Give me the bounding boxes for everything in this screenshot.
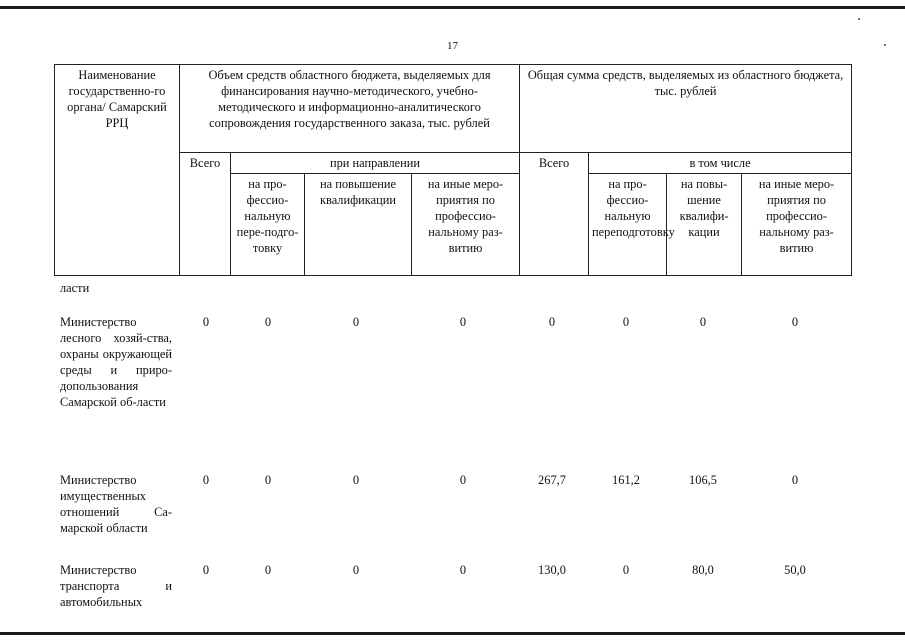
value-qualification-total: 0: [699, 315, 707, 329]
value-qualification-methodical: 0: [352, 315, 360, 329]
header-organization-name: Наименование государственно-го органа/ Самарский РРЦ: [55, 65, 180, 276]
value-other-development-methodical: 0: [459, 563, 467, 577]
value-total-overall: 0: [548, 315, 556, 329]
header-qualification-methodical: на повышение квалификации: [305, 174, 412, 276]
scan-speck: [858, 18, 860, 20]
value-other-development-total: 50,0: [784, 563, 806, 577]
bottom-border-line: [0, 632, 905, 635]
continued-text: ласти: [60, 281, 90, 295]
value-other-development-methodical: 0: [459, 315, 467, 329]
header-total-methodical: Всего: [180, 153, 231, 276]
header-total-overall: Всего: [520, 153, 589, 276]
value-qualification-methodical: 0: [352, 563, 360, 577]
table-body: [54, 278, 851, 612]
value-total-overall: 130,0: [538, 563, 566, 577]
table-row: [54, 314, 851, 464]
value-retraining-total: 161,2: [612, 473, 640, 487]
table-row: [54, 472, 851, 556]
header-other-development-total: на иные меро-приятия по профессио-нальному раз-витию: [742, 174, 852, 276]
table-row: [54, 562, 851, 612]
top-border-line: [0, 6, 905, 9]
value-other-development-methodical: 0: [459, 473, 467, 487]
value-total-methodical: 0: [202, 315, 210, 329]
budget-table-header: [54, 64, 852, 276]
organization-name: Министерство имущественных отношений Са-марской области: [60, 473, 172, 535]
header-qualification-total: на повы-шение квалифи-кации: [667, 174, 742, 276]
value-qualification-total: 106,5: [689, 473, 717, 487]
header-total-budget: Общая сумма средств, выделяемых из областного бюджета, тыс. рублей: [520, 65, 852, 153]
header-methodical-support-budget: Объем средств областного бюджета, выделяемых для финансирования научно-методического, учебно-методического и информационно-аналитического сопровождения государственного заказа, тыс. рублей: [180, 65, 520, 153]
value-qualification-total: 80,0: [692, 563, 714, 577]
value-retraining-methodical: 0: [264, 315, 272, 329]
value-total-methodical: 0: [202, 473, 210, 487]
value-other-development-total: 0: [791, 315, 799, 329]
header-retraining-total: на про-фессио-нальную переподготовку: [589, 174, 667, 276]
value-other-development-total: 0: [791, 473, 799, 487]
value-retraining-total: 0: [622, 563, 630, 577]
value-total-overall: 267,7: [538, 473, 566, 487]
header-by-direction: при направлении: [231, 153, 520, 174]
value-retraining-methodical: 0: [264, 473, 272, 487]
value-retraining-methodical: 0: [264, 563, 272, 577]
value-total-methodical: 0: [202, 563, 210, 577]
organization-name: Министерство транспорта и автомобильных: [60, 563, 172, 609]
header-other-development-methodical: на иные меро-приятия по профессио-нальному раз-витию: [412, 174, 520, 276]
value-retraining-total: 0: [622, 315, 630, 329]
header-retraining-methodical: на про-фессио-нальную пере-подго-товку: [231, 174, 305, 276]
header-including: в том числе: [589, 153, 852, 174]
page-number: 17: [447, 40, 458, 52]
value-qualification-methodical: 0: [352, 473, 360, 487]
organization-name: Министерство лесного хозяй-ства, охраны окружающей среды и приро-допользования Самарской об-ласти: [60, 315, 172, 409]
